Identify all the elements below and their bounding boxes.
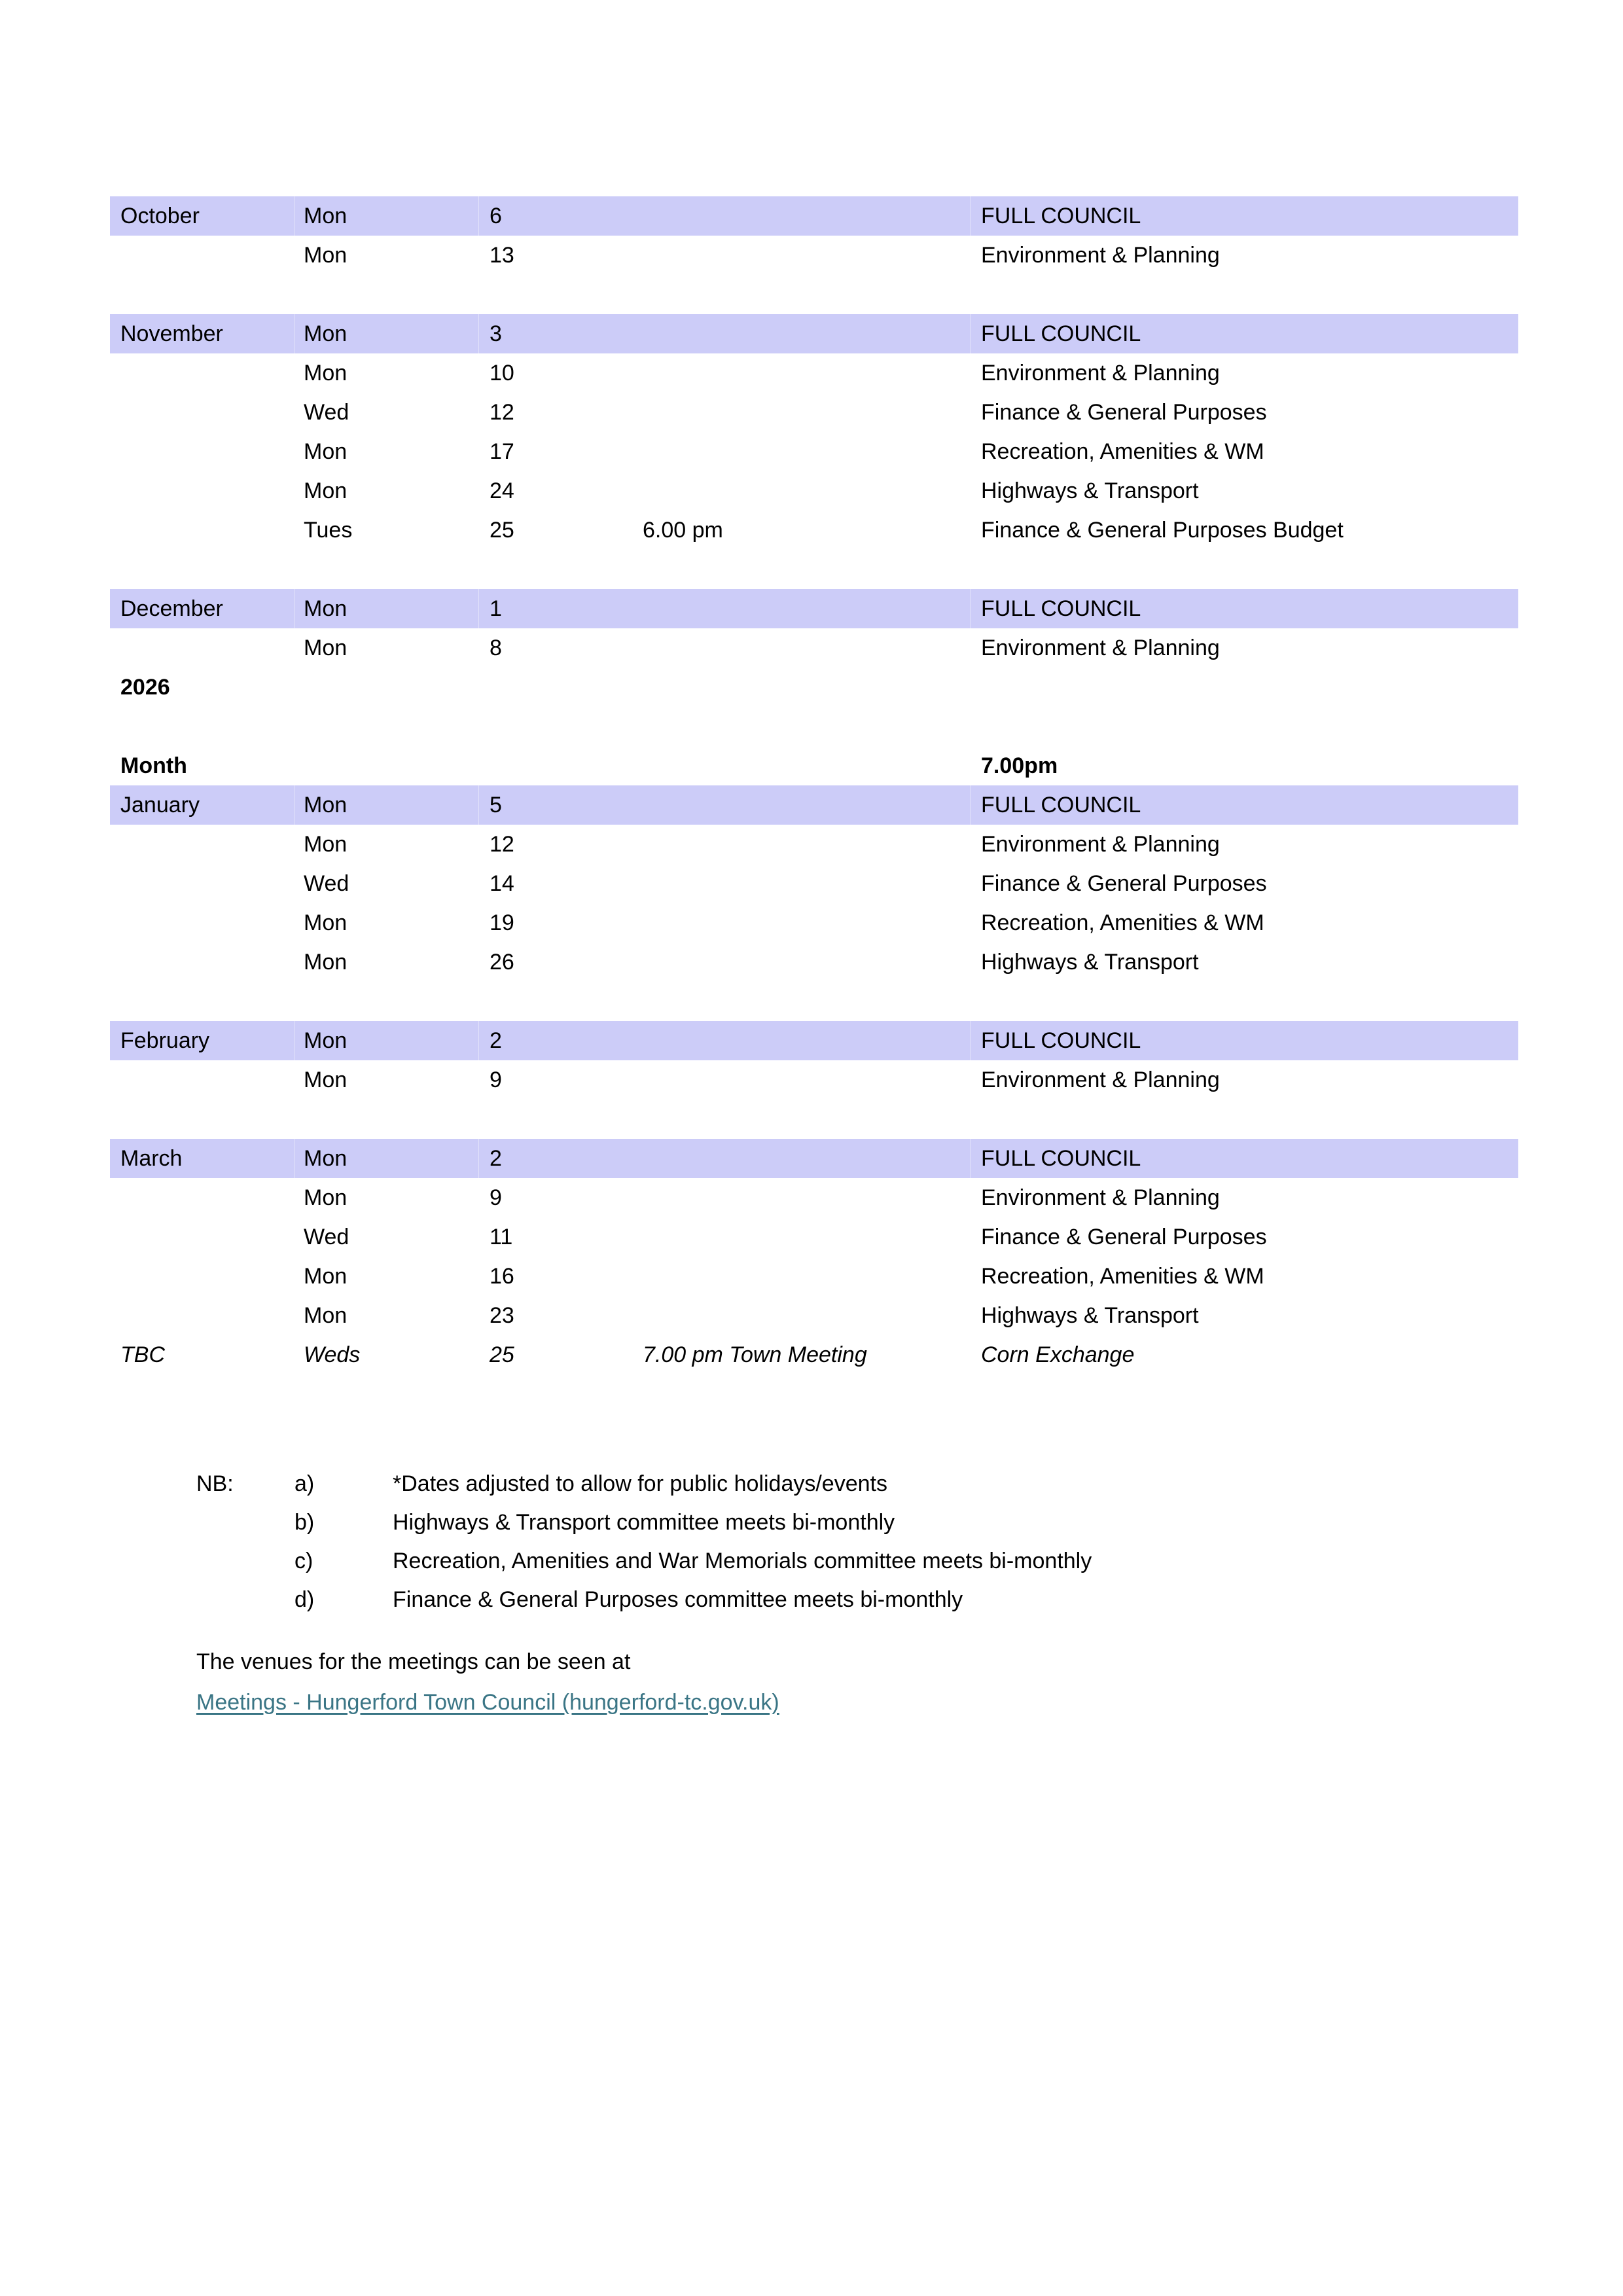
meeting-row	[110, 1060, 1518, 1100]
meeting-month	[110, 353, 294, 393]
meeting-committee: Finance & General Purposes	[981, 871, 1267, 896]
note-text: Highways & Transport committee meets bi-monthly	[393, 1510, 895, 1535]
meeting-row	[110, 1257, 1518, 1296]
meeting-date: 2	[479, 1139, 631, 1178]
note-letter: a)	[294, 1471, 315, 1496]
meeting-row	[110, 1335, 1518, 1374]
meeting-row	[110, 1021, 1518, 1060]
meeting-committee: Highways & Transport	[981, 950, 1199, 975]
meeting-committee: Environment & Planning	[981, 1067, 1220, 1092]
meeting-month: February	[110, 1021, 294, 1060]
meeting-committee: Finance & General Purposes	[981, 400, 1267, 425]
meeting-month: December	[110, 589, 294, 628]
header-empty-cell	[294, 746, 479, 785]
meeting-committee: Environment & Planning	[981, 1185, 1220, 1210]
meeting-committee: FULL COUNCIL	[971, 589, 1518, 628]
year-marker-empty-cell	[294, 668, 479, 707]
meeting-committee: Recreation, Amenities & WM	[981, 439, 1264, 464]
meeting-date: 1	[479, 589, 631, 628]
header-empty-cell	[631, 746, 971, 785]
meeting-month	[110, 942, 294, 982]
meeting-month	[110, 903, 294, 942]
meeting-time	[631, 432, 971, 471]
meeting-month: March	[110, 1139, 294, 1178]
meeting-committee: Recreation, Amenities & WM	[981, 1264, 1264, 1289]
venues-intro: The venues for the meetings can be seen at	[196, 1649, 631, 1674]
meeting-date: 23	[490, 1303, 514, 1328]
notes-block	[196, 1465, 1505, 1619]
meeting-committee: Environment & Planning	[981, 636, 1220, 660]
meeting-date: 9	[490, 1185, 502, 1210]
meeting-day: Mon	[294, 1139, 479, 1178]
note-letter: d)	[294, 1587, 315, 1612]
meeting-committee: Finance & General Purposes	[981, 1225, 1267, 1249]
spacer-cell	[971, 1100, 1518, 1139]
meeting-schedule-table	[110, 196, 1518, 1374]
meeting-committee: FULL COUNCIL	[971, 314, 1518, 353]
meeting-row	[110, 628, 1518, 668]
meeting-committee: Highways & Transport	[981, 478, 1199, 503]
meeting-month: October	[110, 196, 294, 236]
venues-block	[196, 1641, 779, 1723]
meeting-time	[631, 1296, 971, 1335]
meeting-row	[110, 1178, 1518, 1217]
spacer-row	[110, 1100, 1518, 1139]
year-marker-empty-cell	[971, 668, 1518, 707]
meeting-committee: Finance & General Purposes Budget	[981, 518, 1344, 543]
spacer-cell	[479, 275, 631, 314]
meeting-date: 19	[490, 910, 514, 935]
meeting-time: 7.00 pm Town Meeting	[643, 1342, 867, 1367]
meeting-day: Mon	[304, 439, 348, 464]
meeting-date: 25	[490, 518, 514, 543]
meeting-row	[110, 589, 1518, 628]
meeting-time	[631, 785, 971, 825]
meeting-date: 6	[479, 196, 631, 236]
spacer-cell	[631, 982, 971, 1021]
meeting-row	[110, 353, 1518, 393]
spacer-cell	[110, 550, 294, 589]
meeting-day: Mon	[304, 243, 348, 268]
meeting-month	[110, 511, 294, 550]
meeting-date: 17	[490, 439, 514, 464]
meeting-day: Tues	[304, 518, 353, 543]
meeting-month: TBC	[120, 1342, 165, 1367]
meeting-month	[110, 1257, 294, 1296]
spacer-cell	[971, 707, 1518, 746]
spacer-row	[110, 550, 1518, 589]
meeting-month	[110, 864, 294, 903]
meeting-committee: Recreation, Amenities & WM	[981, 910, 1264, 935]
meeting-day: Weds	[304, 1342, 361, 1367]
meeting-time	[631, 942, 971, 982]
meeting-row	[110, 864, 1518, 903]
meetings-page-link[interactable]: Meetings - Hungerford Town Council (hungerford-tc.gov.uk)	[196, 1690, 779, 1715]
meeting-time	[631, 628, 971, 668]
meeting-date: 12	[490, 400, 514, 425]
spacer-cell	[479, 1100, 631, 1139]
meeting-month	[110, 471, 294, 511]
meeting-time	[631, 353, 971, 393]
spacer-cell	[294, 1100, 479, 1139]
column-header-row	[110, 746, 1518, 785]
note-row	[196, 1465, 1505, 1503]
spacer-cell	[294, 707, 479, 746]
spacer-cell	[971, 275, 1518, 314]
meeting-day: Mon	[304, 636, 348, 660]
meeting-row	[110, 1139, 1518, 1178]
meeting-row	[110, 236, 1518, 275]
meeting-time	[631, 1139, 971, 1178]
meeting-time	[631, 1257, 971, 1296]
spacer-cell	[110, 707, 294, 746]
meeting-day: Mon	[304, 361, 348, 386]
meeting-day: Wed	[304, 400, 349, 425]
meeting-month	[110, 1178, 294, 1217]
meeting-day: Mon	[304, 1067, 348, 1092]
note-letter: c)	[294, 1549, 313, 1573]
meeting-day: Mon	[304, 832, 348, 857]
spacer-cell	[294, 982, 479, 1021]
meeting-month	[110, 1217, 294, 1257]
meeting-row	[110, 1296, 1518, 1335]
meeting-date: 8	[490, 636, 502, 660]
meeting-month	[110, 1296, 294, 1335]
meeting-row	[110, 903, 1518, 942]
note-row	[196, 1503, 1505, 1542]
meeting-row	[110, 471, 1518, 511]
meeting-committee: Highways & Transport	[981, 1303, 1199, 1328]
meeting-month: January	[110, 785, 294, 825]
spacer-cell	[110, 982, 294, 1021]
meeting-row	[110, 1217, 1518, 1257]
meeting-time	[631, 1178, 971, 1217]
spacer-cell	[631, 1100, 971, 1139]
note-letter: b)	[294, 1510, 315, 1535]
meeting-date: 5	[479, 785, 631, 825]
meeting-month	[110, 628, 294, 668]
meeting-day: Mon	[294, 314, 479, 353]
meeting-date: 26	[490, 950, 514, 975]
meeting-date: 3	[479, 314, 631, 353]
meeting-row	[110, 785, 1518, 825]
meeting-day: Mon	[304, 1264, 348, 1289]
meeting-row	[110, 196, 1518, 236]
meeting-date: 11	[490, 1225, 513, 1249]
meeting-time	[631, 589, 971, 628]
meeting-time: 6.00 pm	[643, 518, 723, 543]
meeting-day: Mon	[304, 1185, 348, 1210]
year-marker: 2026	[120, 675, 170, 700]
spacer-cell	[479, 550, 631, 589]
meeting-committee: FULL COUNCIL	[971, 196, 1518, 236]
note-row	[196, 1542, 1505, 1581]
header-empty-cell	[479, 746, 631, 785]
meeting-day: Mon	[304, 910, 348, 935]
meeting-row	[110, 393, 1518, 432]
year-marker-row	[110, 668, 1518, 707]
meeting-time	[631, 864, 971, 903]
meeting-time	[631, 471, 971, 511]
meeting-date: 24	[490, 478, 514, 503]
spacer-cell	[294, 275, 479, 314]
spacer-row	[110, 982, 1518, 1021]
meeting-day: Mon	[304, 950, 348, 975]
meeting-day: Mon	[294, 785, 479, 825]
meeting-day: Wed	[304, 1225, 349, 1249]
meeting-time	[631, 1021, 971, 1060]
spacer-row	[110, 707, 1518, 746]
spacer-cell	[971, 982, 1518, 1021]
meeting-day: Mon	[294, 1021, 479, 1060]
meeting-row	[110, 942, 1518, 982]
spacer-cell	[110, 1100, 294, 1139]
meeting-time	[631, 1060, 971, 1100]
note-text: *Dates adjusted to allow for public holidays/events	[393, 1471, 887, 1496]
meeting-month	[110, 1060, 294, 1100]
meeting-date: 2	[479, 1021, 631, 1060]
year-marker-empty-cell	[479, 668, 631, 707]
spacer-cell	[631, 275, 971, 314]
meeting-time	[631, 393, 971, 432]
meeting-date: 25	[490, 1342, 514, 1367]
meeting-row	[110, 432, 1518, 471]
header-time-label: 7.00pm	[981, 753, 1058, 778]
meeting-time	[631, 1217, 971, 1257]
spacer-cell	[631, 550, 971, 589]
spacer-cell	[479, 982, 631, 1021]
meeting-month	[110, 432, 294, 471]
note-text: Recreation, Amenities and War Memorials committee meets bi-monthly	[393, 1549, 1092, 1573]
meeting-month	[110, 236, 294, 275]
meeting-day: Mon	[304, 478, 348, 503]
meeting-committee: FULL COUNCIL	[971, 785, 1518, 825]
meeting-committee: FULL COUNCIL	[971, 1021, 1518, 1060]
meeting-day: Mon	[294, 196, 479, 236]
meeting-committee: Environment & Planning	[981, 361, 1220, 386]
meeting-committee: Environment & Planning	[981, 832, 1220, 857]
meeting-row	[110, 314, 1518, 353]
meeting-time	[631, 903, 971, 942]
spacer-cell	[110, 275, 294, 314]
meeting-month: November	[110, 314, 294, 353]
meeting-date: 12	[490, 832, 514, 857]
meeting-day: Mon	[294, 589, 479, 628]
spacer-cell	[971, 550, 1518, 589]
year-marker-empty-cell	[631, 668, 971, 707]
spacer-row	[110, 275, 1518, 314]
spacer-cell	[294, 550, 479, 589]
meeting-committee: Environment & Planning	[981, 243, 1220, 268]
meeting-row	[110, 511, 1518, 550]
header-month-label: Month	[120, 753, 187, 778]
meeting-time	[631, 825, 971, 864]
meeting-date: 16	[490, 1264, 514, 1289]
nb-label: NB:	[196, 1471, 234, 1496]
meeting-time	[631, 314, 971, 353]
meeting-day: Mon	[304, 1303, 348, 1328]
note-text: Finance & General Purposes committee meets bi-monthly	[393, 1587, 963, 1612]
meeting-month	[110, 393, 294, 432]
meeting-committee: FULL COUNCIL	[971, 1139, 1518, 1178]
meeting-time	[631, 196, 971, 236]
spacer-cell	[479, 707, 631, 746]
meeting-row	[110, 825, 1518, 864]
meeting-date: 9	[490, 1067, 502, 1092]
spacer-cell	[631, 707, 971, 746]
schedule-body	[110, 196, 1518, 1374]
meeting-date: 14	[490, 871, 514, 896]
meeting-date: 10	[490, 361, 514, 386]
meeting-time	[631, 236, 971, 275]
meeting-month	[110, 825, 294, 864]
meeting-day: Wed	[304, 871, 349, 896]
meeting-committee: Corn Exchange	[981, 1342, 1135, 1367]
note-row	[196, 1581, 1505, 1619]
meeting-date: 13	[490, 243, 514, 268]
